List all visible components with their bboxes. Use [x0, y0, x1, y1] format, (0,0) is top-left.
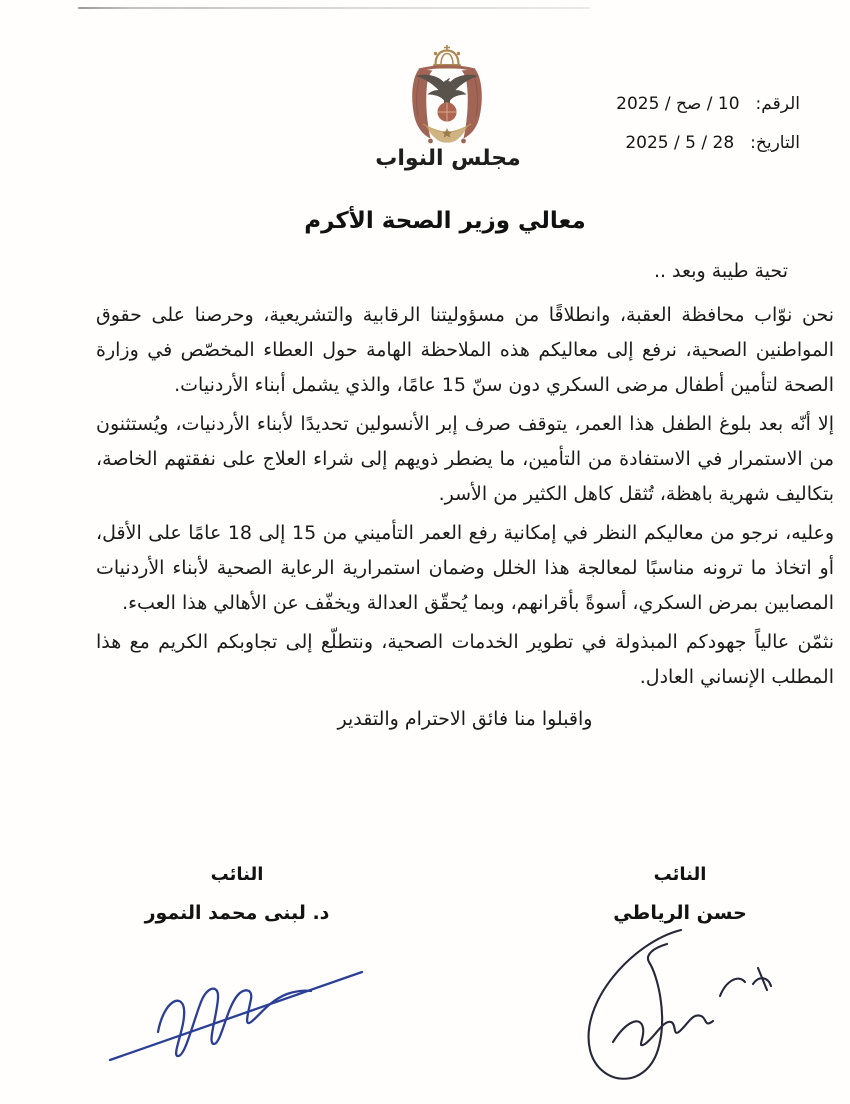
- signatory-name: حسن الرياطي: [613, 902, 747, 924]
- reference-number-line: [616, 94, 800, 114]
- handwritten-signature-right: [563, 924, 813, 1094]
- date-label: التاريخ:: [750, 133, 800, 153]
- scan-artifact-line: [78, 7, 590, 9]
- signatory-name: د. لبنى محمد النمور: [144, 902, 330, 924]
- signatory-title: النائب: [653, 864, 707, 885]
- reference-label: الرقم:: [755, 94, 800, 114]
- signatory-title: النائب: [210, 864, 264, 885]
- org-name: مجلس النواب: [375, 146, 521, 171]
- body-paragraph-3: وعليه، نرجو من معاليكم النظر في إمكانية رفع العمر التأميني من 15 إلى 18 عامًا على الأقل، أو اتخاذ ما ترونه مناسبًا لمعالجة هذا الخلل وضمان استمرارية الرعاية الصحية لأبناء الأردنيات المصابين بمرض السكري، أسوةً بأقرانهم، وبما يُحقّق العدالة ويخفّف عن الأهالي هذا العبء.: [96, 522, 835, 614]
- signature-block-left: [117, 864, 357, 924]
- handwritten-signature-left: [106, 938, 370, 1070]
- closing-line: واقبلوا منا فائق الاحترام والتقدير: [337, 708, 593, 730]
- body-paragraph-4: نثمّن عالياً جهودكم المبذولة في تطوير الخدمات الصحية، ونتطلّع إلى تجاوبكم الكريم مع هذا المطلب الإنساني العادل.: [96, 631, 834, 688]
- jordan-coat-of-arms-icon: [397, 44, 497, 148]
- signature-block-right: [560, 864, 800, 924]
- salutation: تحية طيبة وبعد ..: [653, 260, 788, 282]
- orb: [437, 102, 456, 121]
- recipient-title: معالي وزير الصحة الأكرم: [304, 208, 586, 234]
- body-paragraph-2: إلا أنّه بعد بلوغ الطفل هذا العمر، يتوقف صرف إبر الأنسولين تحديدًا لأبناء الأردنيات، ويُستثنون من الاستمرار في الاستفادة من التأمين، ما يضطر ذويهم إلى شراء العلاج على نفقتهم الخاصة، بتكاليف شهرية باهظة، تُثقل كاهل الكثير من الأسر.: [96, 413, 834, 505]
- reference-value: 10 / صح / 2025: [616, 94, 740, 114]
- ref-date-block: [616, 94, 800, 172]
- date-line: [616, 133, 800, 153]
- letter-body: [96, 256, 834, 730]
- date-value: 28 / 5 / 2025: [625, 133, 735, 153]
- body-paragraph-1: نحن نوّاب محافظة العقبة، وانطلاقًا من مسؤوليتنا الرقابية والتشريعية، وحرصنا على حقوق المواطنين الصحية، نرفع إلى معاليكم هذه الملاحظة الهامة حول العطاء المخصّص في وزارة الصحة لتأمين أطفال مرضى السكري دون سنّ 15 عامًا، والذي يشمل أبناء الأردنيات.: [96, 304, 834, 396]
